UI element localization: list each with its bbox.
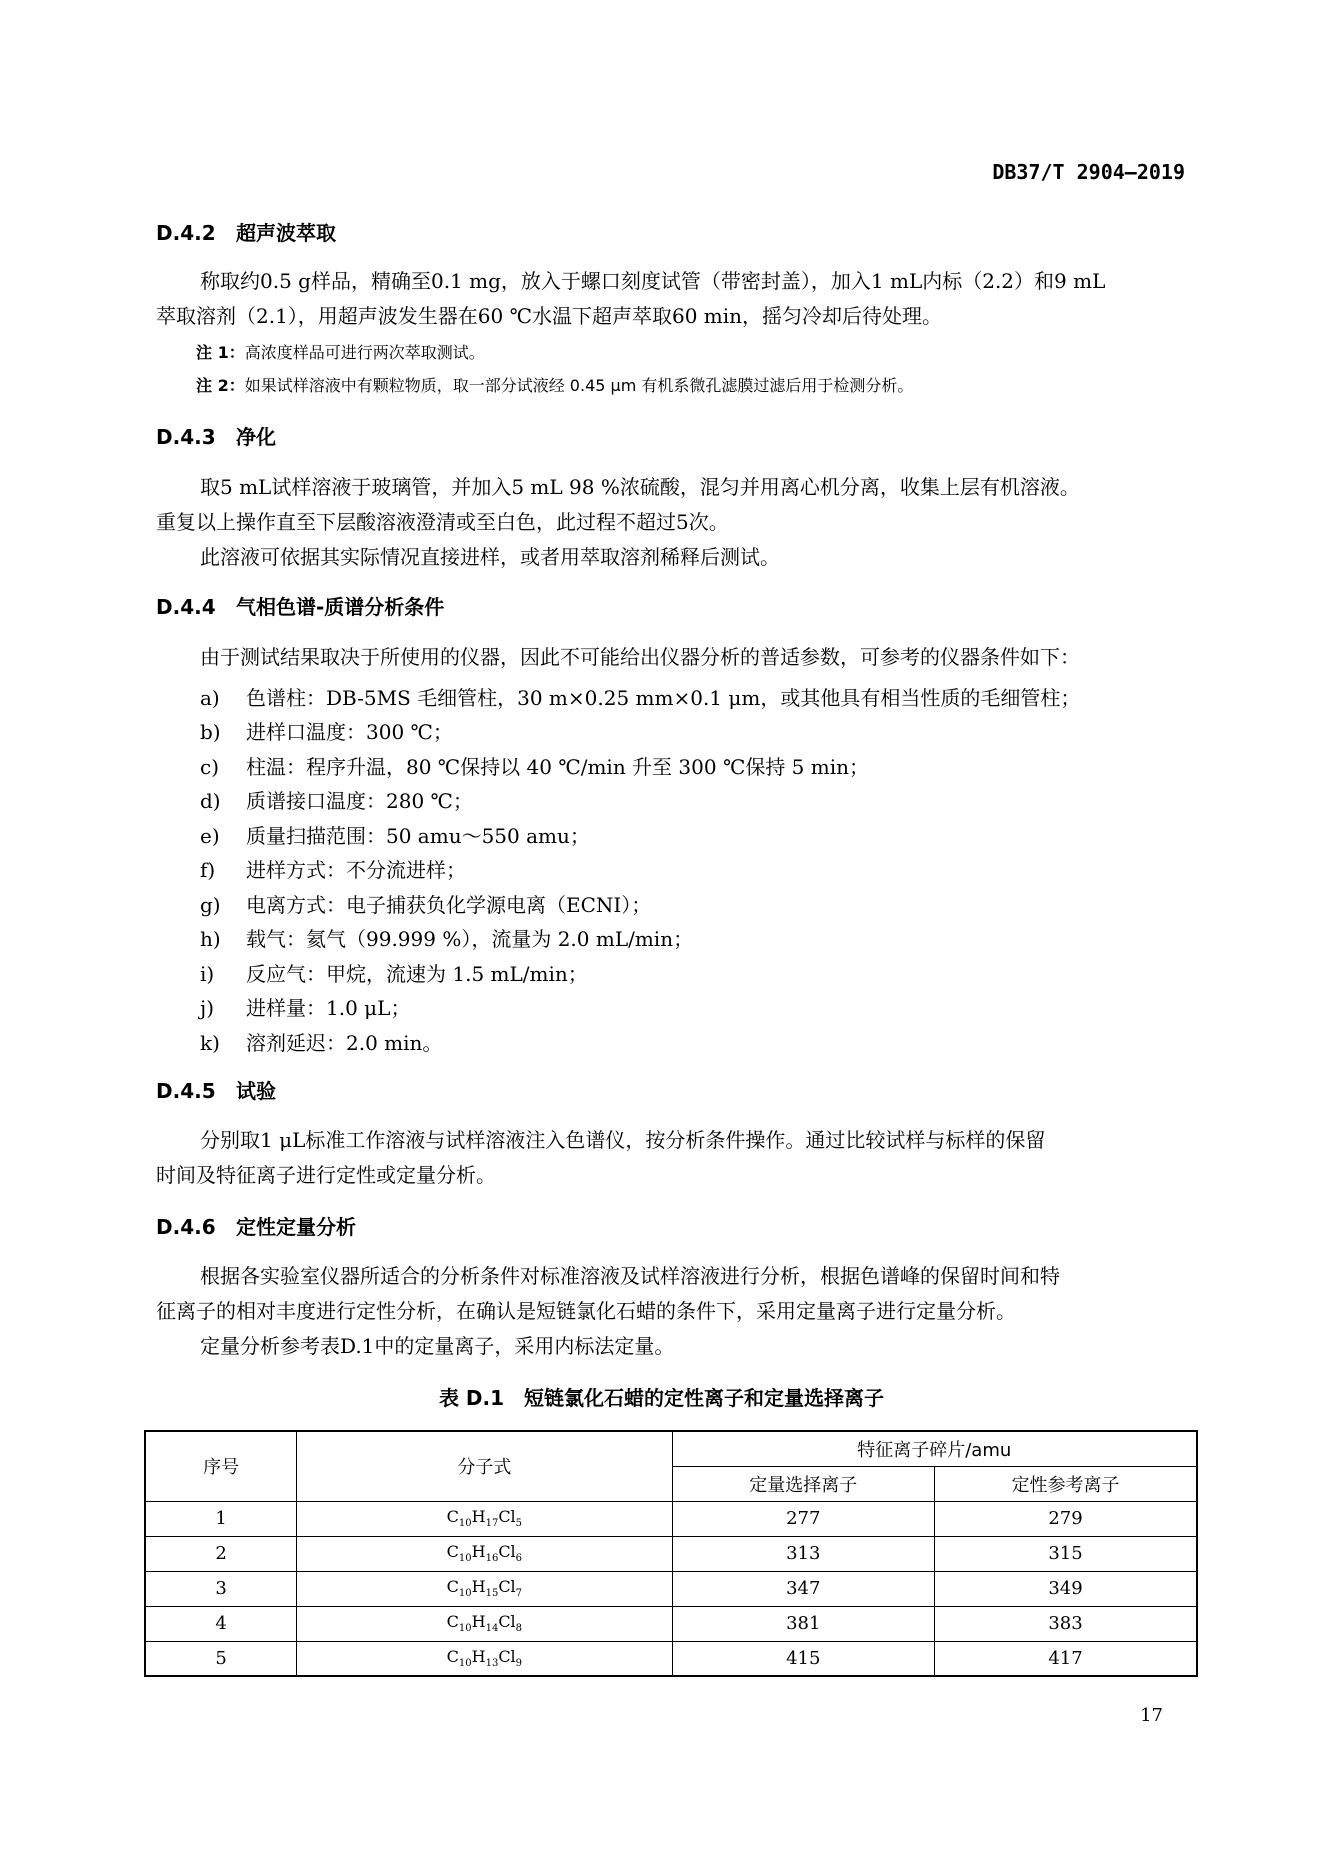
table-title: 表 D.1 短链氯化石蜡的定性离子和定量选择离子 (438, 1386, 885, 1410)
cell-seq: 5 (145, 1641, 297, 1676)
section-heading-d44 (156, 591, 444, 620)
cell-qual: 383 (934, 1606, 1197, 1641)
cell-qual: 315 (934, 1536, 1197, 1571)
list-item (200, 785, 473, 814)
paragraph: 分别取1 μL标准工作溶液与试样溶液注入色谱仪，按分析条件操作。通过比较试样与标样的保留 (200, 1128, 1046, 1152)
paragraph: 定量分析参考表D.1中的定量离子，采用内标法定量。 (200, 1334, 675, 1358)
section-number: D.4.3 (156, 425, 216, 449)
cell-quant: 415 (672, 1641, 934, 1676)
section-title: 净化 (236, 425, 276, 449)
list-text: 进样量：1.0 μL； (246, 996, 411, 1020)
cell-formula: $C_{10}H_{14}Cl_8$ (297, 1606, 672, 1641)
section-number: D.4.6 (156, 1215, 216, 1239)
document-code: DB37/T 2904—2019 (992, 160, 1185, 184)
paragraph: 此溶液可依据其实际情况直接进样，或者用萃取溶剂稀释后测试。 (200, 545, 780, 569)
cell-qual: 349 (934, 1571, 1197, 1606)
cell-seq: 1 (145, 1501, 297, 1536)
list-marker: c) (200, 755, 220, 779)
table-row (145, 1641, 1197, 1676)
paragraph: 根据各实验室仪器所适合的分析条件对标准溶液及试样溶液进行分析，根据色谱峰的保留时间和特 (200, 1264, 1060, 1288)
list-marker: d) (200, 789, 221, 813)
paragraph: 萃取溶剂（2.1），用超声波发生器在60 ℃水温下超声萃取60 min，摇匀冷却后待处理。 (156, 304, 943, 328)
section-number: D.4.2 (156, 221, 216, 245)
section-heading-d45 (156, 1075, 276, 1104)
cell-formula: $C_{10}H_{13}Cl_9$ (297, 1641, 672, 1676)
cell-quant: 381 (672, 1606, 934, 1641)
section-heading-d43 (156, 421, 276, 450)
cell-quant: 277 (672, 1501, 934, 1536)
header-formula: 分子式 (297, 1431, 672, 1501)
list-marker: e) (200, 824, 220, 848)
section-number: D.4.4 (156, 595, 216, 619)
cell-seq: 2 (145, 1536, 297, 1571)
list-marker: b) (200, 720, 221, 744)
list-marker: j) (200, 996, 215, 1020)
ion-table (144, 1430, 1198, 1677)
list-text: 柱温：程序升温，80 ℃保持以 40 ℃/min 升至 300 ℃保持 5 min； (246, 755, 869, 779)
list-item (200, 751, 869, 780)
note-label: 注 2： (196, 376, 245, 395)
list-item (200, 1027, 442, 1056)
section-title: 试验 (236, 1079, 276, 1103)
cell-formula: $C_{10}H_{16}Cl_6$ (297, 1536, 672, 1571)
list-item (200, 889, 651, 918)
list-item (200, 820, 590, 849)
cell-seq: 4 (145, 1606, 297, 1641)
note-1 (196, 340, 485, 363)
list-text: 进样口温度：300 ℃； (246, 720, 453, 744)
note-text: 高浓度样品可进行两次萃取测试。 (244, 343, 485, 362)
list-text: 溶剂延迟：2.0 min。 (246, 1031, 443, 1055)
paragraph: 时间及特征离子进行定性或定量分析。 (156, 1163, 496, 1187)
page-number: 17 (1140, 1705, 1163, 1726)
paragraph: 征离子的相对丰度进行定性分析，在确认是短链氯化石蜡的条件下，采用定量离子进行定量分析。 (156, 1299, 1016, 1323)
list-marker: a) (200, 686, 220, 710)
list-text: 质量扫描范围：50 amu～550 amu； (246, 824, 590, 848)
header-ion-group: 特征离子碎片/amu (672, 1431, 1197, 1466)
cell-formula: $C_{10}H_{17}Cl_5$ (297, 1501, 672, 1536)
paragraph: 称取约0.5 g样品，精确至0.1 mg，放入于螺口刻度试管（带密封盖），加入1 mL内标（2.2）和9 mL (200, 269, 1106, 293)
list-item (200, 716, 453, 745)
section-heading-d42 (156, 217, 336, 246)
list-marker: g) (200, 893, 221, 917)
header-quant: 定量选择离子 (672, 1466, 934, 1501)
list-marker: i) (200, 962, 215, 986)
cell-qual: 417 (934, 1641, 1197, 1676)
cell-formula: $C_{10}H_{15}Cl_7$ (297, 1571, 672, 1606)
cell-qual: 279 (934, 1501, 1197, 1536)
paragraph: 重复以上操作直至下层酸溶液澄清或至白色，此过程不超过5次。 (156, 510, 729, 534)
table-row (145, 1606, 1197, 1641)
list-text: 质谱接口温度：280 ℃； (246, 789, 473, 813)
list-marker: k) (200, 1031, 220, 1055)
paragraph: 由于测试结果取决于所使用的仪器，因此不可能给出仪器分析的普适参数，可参考的仪器条件如下： (200, 645, 1080, 669)
section-title: 定性定量分析 (236, 1215, 356, 1239)
list-text: 载气：氦气（99.999 %），流量为 2.0 mL/min； (246, 927, 694, 951)
cell-quant: 313 (672, 1536, 934, 1571)
list-marker: h) (200, 927, 221, 951)
table-row (145, 1536, 1197, 1571)
cell-seq: 3 (145, 1571, 297, 1606)
section-title: 气相色谱-质谱分析条件 (236, 595, 445, 619)
list-item (200, 992, 410, 1021)
list-text: 电离方式：电子捕获负化学源电离（ECNI）； (246, 893, 652, 917)
list-text: 色谱柱：DB-5MS 毛细管柱，30 m×0.25 mm×0.1 μm，或其他具有相当性质的毛细管柱； (246, 686, 1081, 710)
list-item (200, 854, 466, 883)
note-label: 注 1： (196, 343, 245, 362)
paragraph: 取5 mL试样溶液于玻璃管，并加入5 mL 98 %浓硫酸，混匀并用离心机分离，收集上层有机溶液。 (200, 475, 1080, 499)
table-header-row (145, 1431, 1197, 1466)
list-marker: f) (200, 858, 216, 882)
section-number: D.4.5 (156, 1079, 216, 1103)
note-2 (196, 373, 913, 396)
header-seq: 序号 (145, 1431, 297, 1501)
list-text: 进样方式：不分流进样； (246, 858, 466, 882)
list-item (200, 923, 693, 952)
table-row (145, 1501, 1197, 1536)
note-text: 如果试样溶液中有颗粒物质，取一部分试液经 0.45 μm 有机系微孔滤膜过滤后用于检测分析。 (244, 376, 914, 395)
list-item (200, 682, 1080, 711)
header-qual: 定性参考离子 (934, 1466, 1197, 1501)
section-title: 超声波萃取 (236, 221, 336, 245)
list-text: 反应气：甲烷，流速为 1.5 mL/min； (246, 962, 588, 986)
table-row (145, 1571, 1197, 1606)
cell-quant: 347 (672, 1571, 934, 1606)
list-item (200, 958, 588, 987)
section-heading-d46 (156, 1211, 356, 1240)
